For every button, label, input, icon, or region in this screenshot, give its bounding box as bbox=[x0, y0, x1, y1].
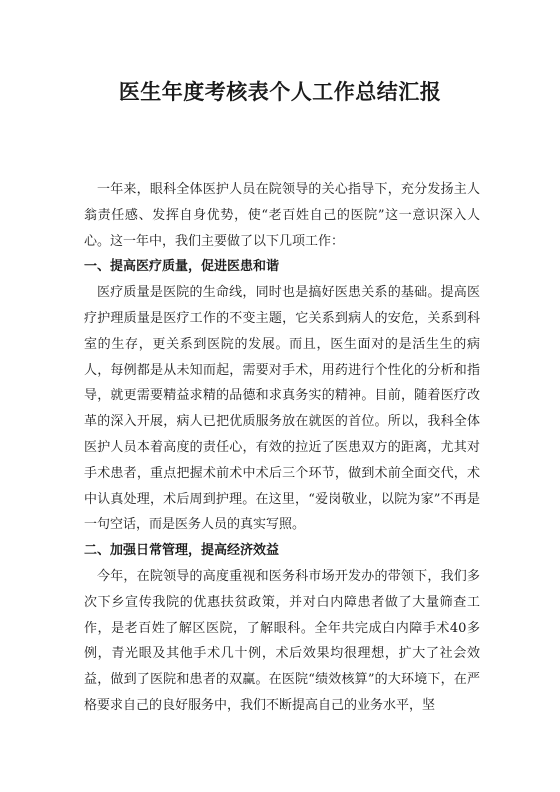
section-paragraph-1: 医疗质量是医院的生命线，同时也是搞好医患关系的基础。提高医疗护理质量是医疗工作的不变主题，它关系到病人的安危，关系到科室的生存，更关系到医院的发展。而且，医生面对的是活生生的病人，每例都是从未知而起，需要对手术，用药进行个性化的分析和指导，就更需要精益求精的品德和求真务实的精神。目前，随着医疗改革的深入开展，病人已把优质服务放在就医的首位。所以，我科全体医护人员本着高度的责任心，有效的拉近了医患双方的距离，尤其对手术患者，重点把握术前术中术后三个环节，做到术前全面交代，术中认真处理，术后周到护理。在这里，“爱岗敬业，以院为家”不再是一句空话，而是医务人员的真实写照。 bbox=[84, 285, 480, 533]
intro-paragraph: 一年来，眼科全体医护人员在院领导的关心指导下，充分发扬主人翁责任感、发挥自身优势，使“老百姓自己的医院”这一意识深入人心。这一年中，我们主要做了以下几项工作： bbox=[84, 182, 480, 249]
section-heading-2: 二、加强日常管理，提高经济效益 bbox=[84, 543, 280, 559]
document-body bbox=[84, 177, 480, 719]
document-title: 医生年度考核表个人工作总结汇报 bbox=[118, 79, 442, 104]
section-paragraph-2: 今年，在院领导的高度重视和医务科市场开发办的带领下，我们多次下乡宣传我院的优惠扶贫政策，并对白内障患者做了大量筛查工作，是老百姓了解区医院，了解眼科。全年共完成白内障手术40多例，青光眼及其他手术几十例，术后效果均很理想，扩大了社会效益，做到了医院和患者的双赢。在医院“绩效核算”的大环境下，在严格要求自己的良好服务中，我们不断提高自己的业务水平，坚 bbox=[84, 568, 480, 713]
section-heading-1: 一、提高医疗质量，促进医患和谐 bbox=[84, 259, 280, 275]
